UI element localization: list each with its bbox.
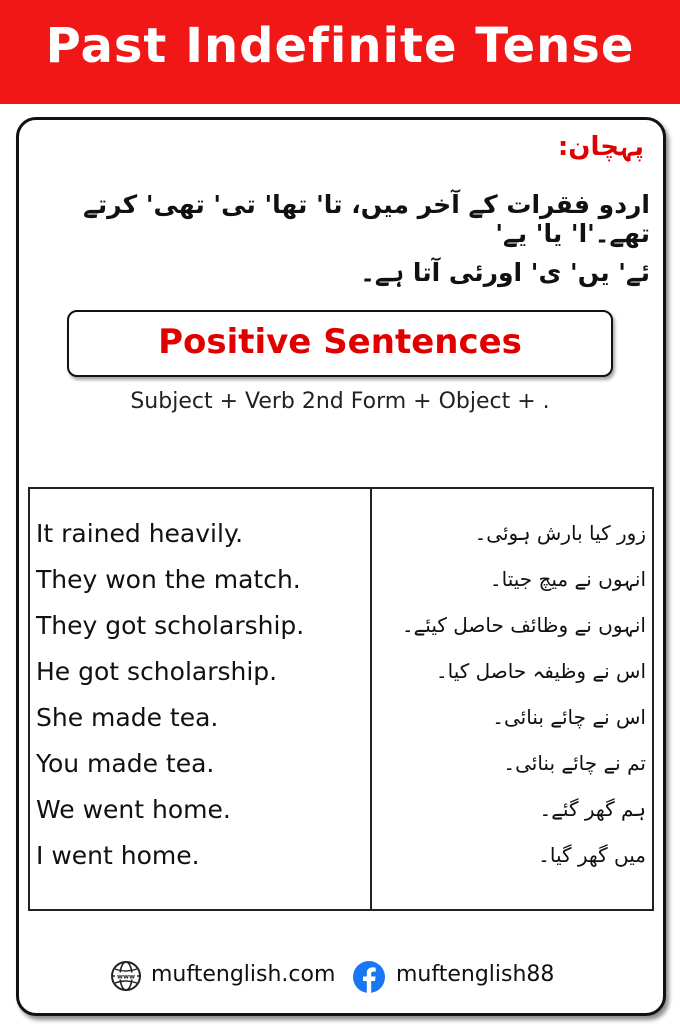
identification-heading: پہچان:	[557, 132, 644, 162]
identification-text-line-1: اردو فقرات کے آخر میں، تا' تھا' تی' تھی' کرتے تھے۔'ا' یا' یے'	[83, 190, 650, 248]
table-row	[30, 841, 652, 887]
urdu-translation: زور کیا بارش ہوئی۔	[474, 521, 646, 545]
english-sentence: It rained heavily.	[36, 519, 244, 548]
table-row	[30, 795, 652, 841]
website-link[interactable]: muftenglish.com	[151, 962, 336, 987]
english-sentence: We went home.	[36, 795, 231, 824]
page-title: Past Indefinite Tense	[45, 18, 635, 74]
section-title: Positive Sentences	[158, 322, 522, 362]
english-sentence: I went home.	[36, 841, 200, 870]
footer	[0, 958, 680, 998]
english-sentence: She made tea.	[36, 703, 219, 732]
table-row	[30, 611, 652, 657]
urdu-translation: ہم گھر گئے۔	[539, 797, 646, 821]
urdu-translation: میں گھر گیا۔	[538, 843, 646, 867]
svg-text:www: www	[116, 972, 136, 981]
title-banner	[0, 0, 680, 104]
urdu-translation: انہوں نے وظائف حاصل کیئے۔	[401, 613, 646, 637]
facebook-icon[interactable]	[352, 960, 386, 994]
section-title-box	[67, 310, 613, 377]
examples-table	[28, 487, 654, 911]
urdu-translation: تم نے چائے بنائی۔	[503, 751, 646, 775]
english-sentence: They won the match.	[36, 565, 301, 594]
globe-icon	[110, 960, 142, 992]
facebook-link[interactable]: muftenglish88	[396, 962, 555, 987]
urdu-translation: اس نے وظیفہ حاصل کیا۔	[435, 659, 646, 683]
english-sentence: He got scholarship.	[36, 657, 278, 686]
english-sentence: You made tea.	[36, 749, 215, 778]
table-row	[30, 703, 652, 749]
table-row	[30, 519, 652, 565]
table-row	[30, 749, 652, 795]
urdu-translation: اس نے چائے بنائی۔	[492, 705, 646, 729]
table-row	[30, 565, 652, 611]
urdu-translation: انہوں نے میچ جیتا۔	[489, 567, 646, 591]
english-sentence: They got scholarship.	[36, 611, 305, 640]
table-row	[30, 657, 652, 703]
identification-text-line-2: ئے' یں' ی' اورئی آتا ہے۔	[360, 258, 650, 287]
sentence-formula: Subject + Verb 2nd Form + Object + .	[130, 389, 550, 414]
